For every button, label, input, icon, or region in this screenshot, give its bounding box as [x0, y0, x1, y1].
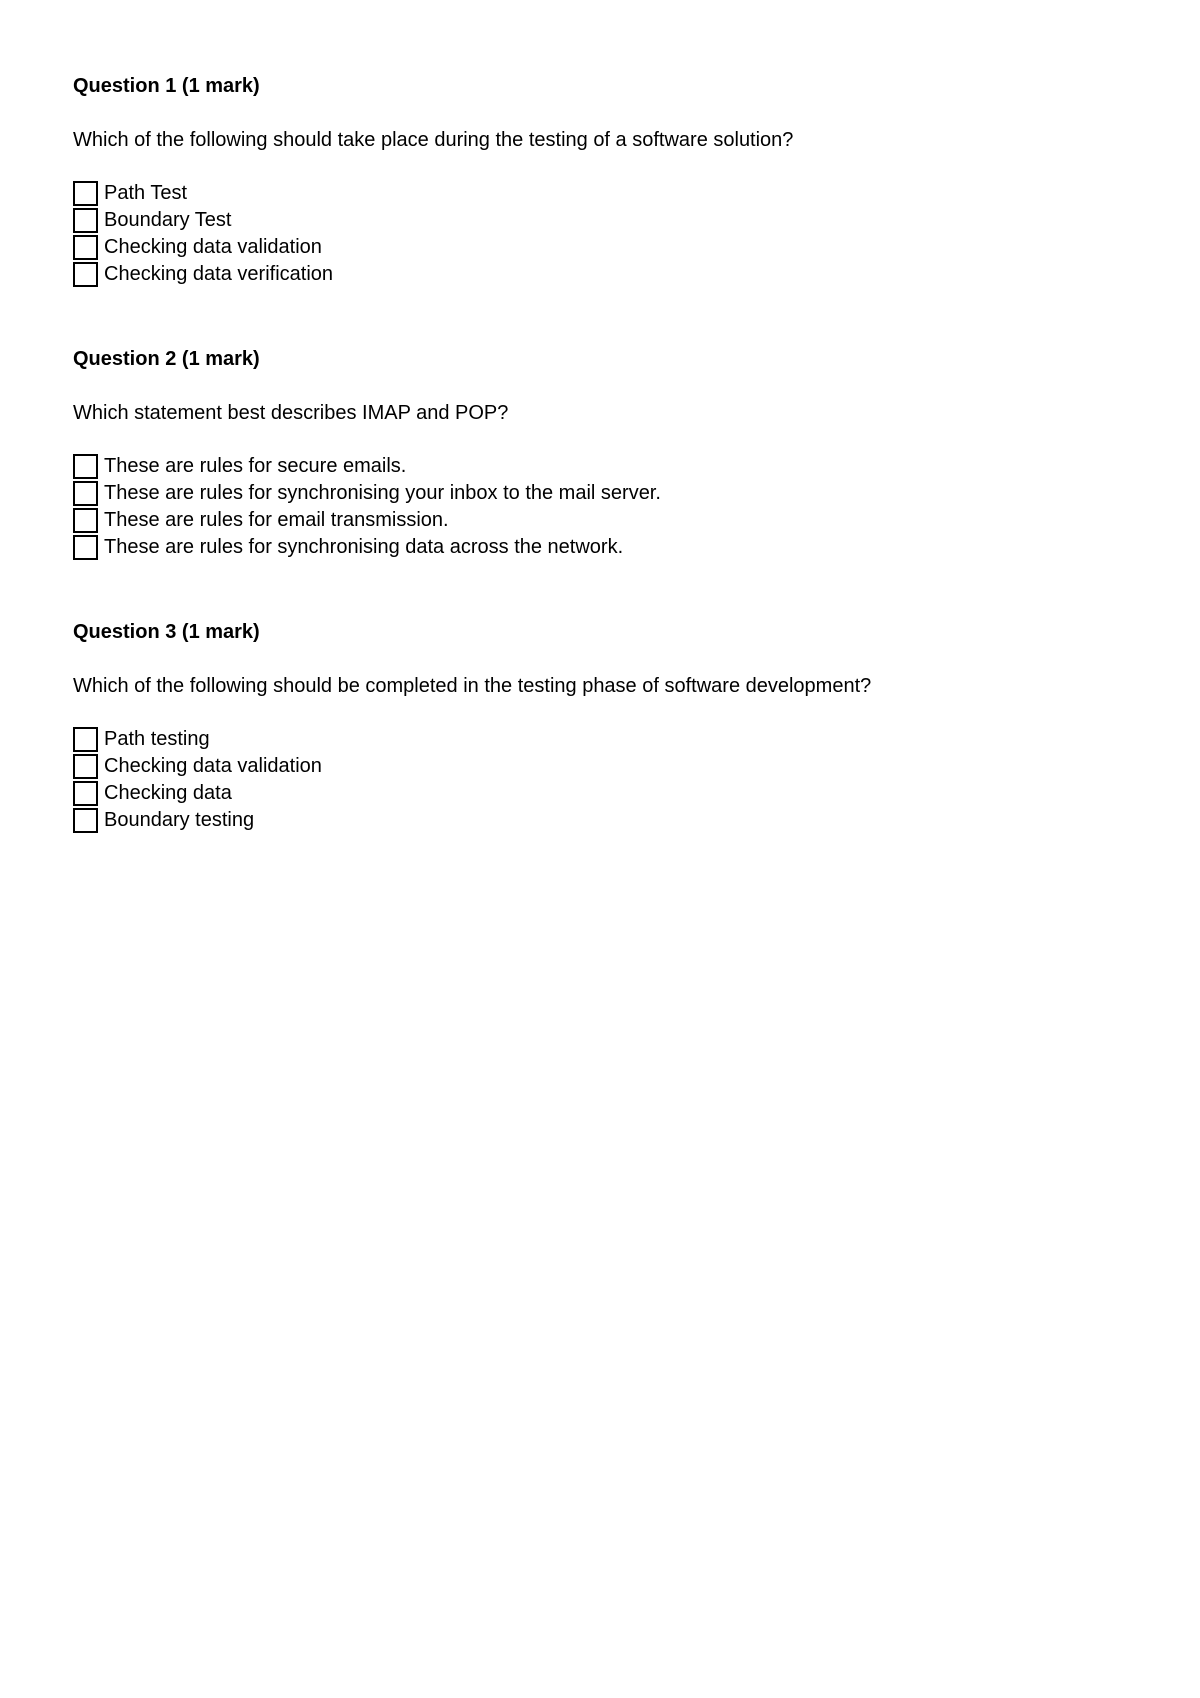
- checkbox[interactable]: [73, 535, 98, 560]
- question-text: Which of the following should take place during the testing of a software solution?: [73, 129, 794, 151]
- option-label: Boundary testing: [104, 809, 255, 831]
- answer-option[interactable]: [73, 780, 1073, 807]
- option-label: Checking data: [104, 782, 232, 804]
- answer-option[interactable]: [73, 507, 1073, 534]
- answer-option[interactable]: [73, 453, 1073, 480]
- question-2: [73, 345, 1073, 577]
- question-title: Question 3 (1 mark): [73, 621, 260, 643]
- checkbox[interactable]: [73, 208, 98, 233]
- option-label: Checking data verification: [104, 263, 334, 285]
- option-label: Path testing: [104, 728, 210, 750]
- question-title: Question 2 (1 mark): [73, 348, 260, 370]
- answer-option[interactable]: [73, 180, 1073, 207]
- option-label: Checking data validation: [104, 755, 322, 777]
- option-label: Path Test: [104, 182, 188, 204]
- checkbox[interactable]: [73, 754, 98, 779]
- answer-option[interactable]: [73, 726, 1073, 753]
- question-1: [73, 72, 1073, 304]
- checkbox[interactable]: [73, 181, 98, 206]
- option-label: These are rules for synchronising data across the network.: [104, 536, 624, 558]
- answer-option[interactable]: [73, 753, 1073, 780]
- answer-option[interactable]: [73, 261, 1073, 288]
- checkbox[interactable]: [73, 262, 98, 287]
- answer-options: [73, 726, 1073, 834]
- option-label: These are rules for secure emails.: [104, 455, 407, 477]
- option-label: Boundary Test: [104, 209, 232, 231]
- answer-options: [73, 180, 1073, 288]
- option-label: Checking data validation: [104, 236, 322, 258]
- question-3: [73, 618, 1073, 850]
- checkbox[interactable]: [73, 235, 98, 260]
- answer-option[interactable]: [73, 807, 1073, 834]
- option-label: These are rules for email transmission.: [104, 509, 449, 531]
- checkbox[interactable]: [73, 481, 98, 506]
- answer-option[interactable]: [73, 534, 1073, 561]
- answer-options: [73, 453, 1073, 561]
- question-text: Which of the following should be completed in the testing phase of software development?: [73, 675, 872, 697]
- answer-option[interactable]: [73, 234, 1073, 261]
- answer-option[interactable]: [73, 207, 1073, 234]
- checkbox[interactable]: [73, 454, 98, 479]
- option-label: These are rules for synchronising your inbox to the mail server.: [104, 482, 661, 504]
- answer-option[interactable]: [73, 480, 1073, 507]
- checkbox[interactable]: [73, 508, 98, 533]
- checkbox[interactable]: [73, 808, 98, 833]
- checkbox[interactable]: [73, 727, 98, 752]
- question-title: Question 1 (1 mark): [73, 75, 260, 97]
- checkbox[interactable]: [73, 781, 98, 806]
- question-text: Which statement best describes IMAP and POP?: [73, 402, 509, 424]
